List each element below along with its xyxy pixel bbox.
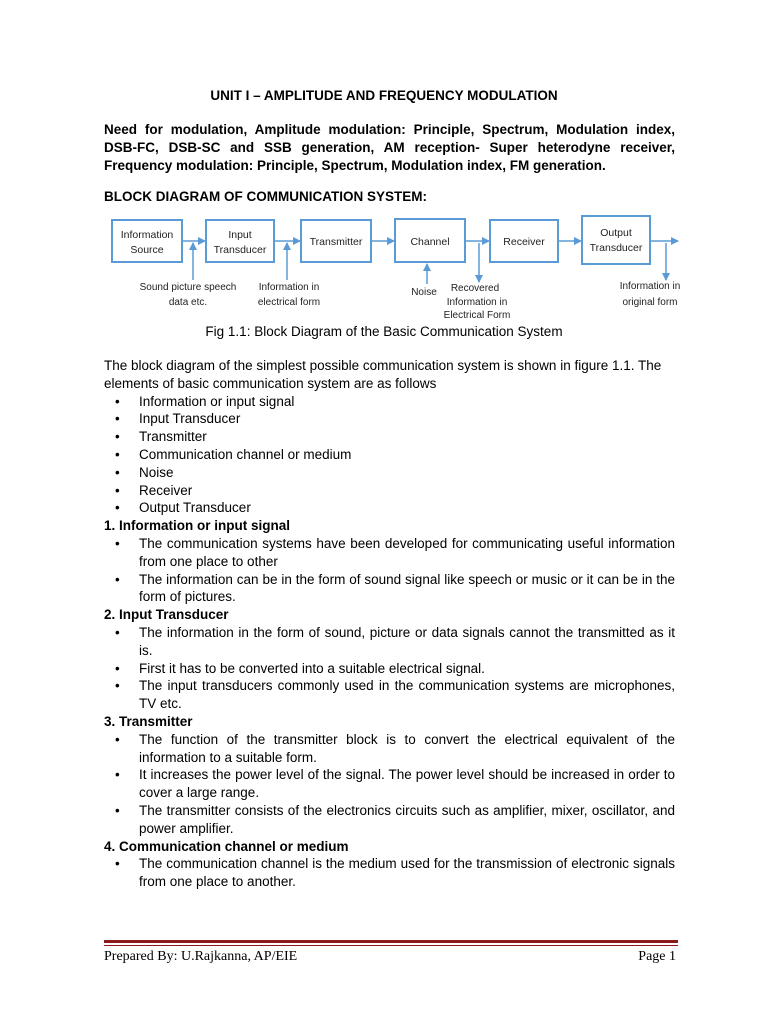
bullet-list [104,855,675,891]
block-receiver [490,220,558,262]
list-item: • Input Transducer [104,410,675,428]
subsection-heading: 1. Information or input signal [104,518,291,534]
block-label: Information [120,229,174,241]
body-text [104,357,675,891]
note-noise: Noise [411,287,437,298]
block-label: Output [600,227,632,239]
block-diagram [100,210,690,322]
block-channel [395,219,465,262]
note-recovered: Information in [446,297,508,308]
footer-rule [104,945,678,946]
note-sound-picture: data etc. [168,297,208,308]
bullet-list [104,624,675,713]
list-item: • Information or input signal [104,393,675,411]
list-item: • First it has to be converted into a suitable electrical signal. [104,660,675,678]
block-label: Receiver [503,236,545,248]
list-item: • The communication channel is the medium used for the transmission of electronic signals from one place to another. [104,855,675,891]
block-information-source [112,220,182,262]
footer-rule [104,940,678,943]
bullet-list [104,731,675,838]
block-transmitter [301,220,371,262]
figure-caption: Fig 1.1: Block Diagram of the Basic Communication System [205,324,563,339]
block-label: Input [228,229,252,241]
list-item: • The communication systems have been developed for communicating useful information from one place to other [104,535,675,571]
list-item: • The input transducers commonly used in the communication systems are microphones, TV etc. [104,677,675,713]
note-original-form: Information in [619,281,681,292]
block-label: Transducer [213,244,267,256]
body-intro: The block diagram of the simplest possible communication system is shown in figure 1.1. The elements of basic communication system are as follows [104,358,662,391]
list-item: • Receiver [104,482,675,500]
note-electrical-form: Information in [258,282,320,293]
subsection-heading: 3. Transmitter [104,713,193,729]
note-original-form: original form [622,297,678,308]
syllabus-intro: Need for modulation, Amplitude modulation: Principle, Spectrum, Modulation index, DSB-FC, DSB-SC and SSB generation, AM reception- Super heterodyne receiver, Frequency modulation: Principle, Spectrum, Modulation index, FM generation. [104,122,675,173]
list-item: • Noise [104,464,675,482]
block-label: Channel [410,236,450,248]
block-input-transducer [206,220,274,262]
list-item: • The function of the transmitter block is to convert the electrical equivalent of the information to a suitable form. [104,731,675,767]
section-heading: BLOCK DIAGRAM OF COMMUNICATION SYSTEM: [104,189,427,204]
list-item: • Output Transducer [104,499,675,517]
block-label: Transducer [589,242,643,254]
list-item: • Communication channel or medium [104,446,675,464]
page-number: Page 1 [638,949,676,964]
page-title: UNIT I – AMPLITUDE AND FREQUENCY MODULATION [210,88,558,103]
subsection-heading: 4. Communication channel or medium [104,838,349,854]
note-sound-picture: Sound picture speech [139,282,237,293]
list-item: • It increases the power level of the signal. The power level should be increased in order to cover a large range. [104,766,675,802]
elements-list [104,393,675,518]
subsection-heading: 2. Input Transducer [104,607,229,623]
list-item: • The information can be in the form of sound signal like speech or music or it can be in the form of pictures. [104,571,675,607]
footer-author: Prepared By: U.Rajkanna, AP/EIE [104,949,298,964]
list-item: • The transmitter consists of the electronics circuits such as amplifier, mixer, oscillator, and power amplifier. [104,802,675,838]
note-recovered: Electrical Form [443,310,511,321]
list-item: • Transmitter [104,428,675,446]
note-electrical-form: electrical form [257,297,321,308]
note-recovered: Recovered [450,283,500,294]
block-label: Transmitter [309,236,363,248]
bullet-list [104,535,675,606]
block-output-transducer [582,216,650,264]
block-label: Source [130,244,164,256]
list-item: • The information in the form of sound, picture or data signals cannot the transmitted as it is. [104,624,675,660]
